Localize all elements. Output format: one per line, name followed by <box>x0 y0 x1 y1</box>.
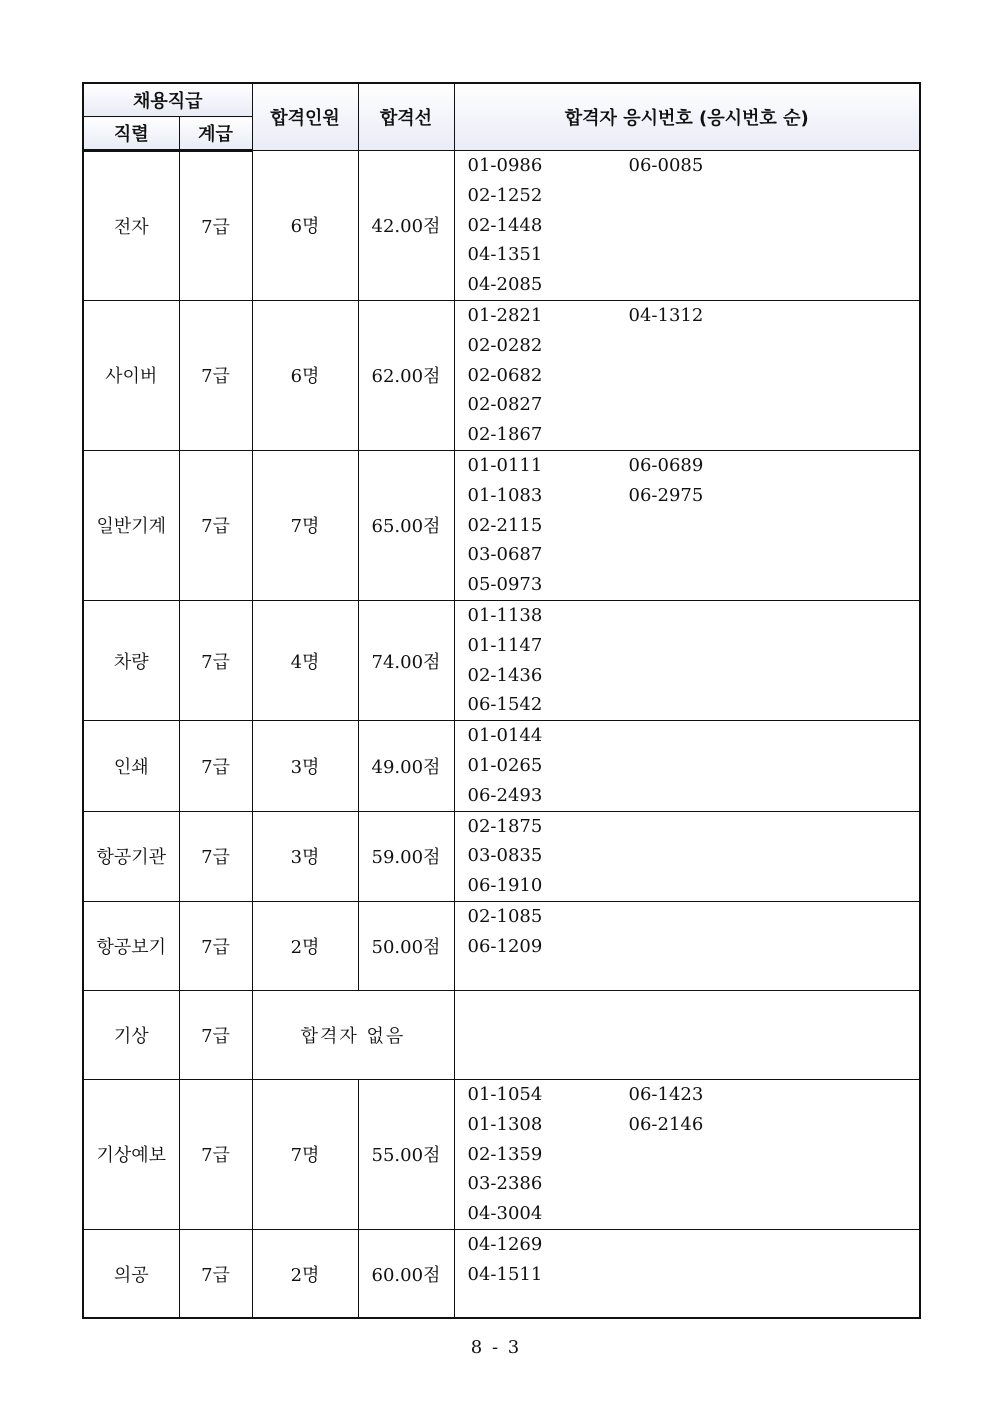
exam-number: 02-1448 <box>467 214 543 236</box>
exam-number-grid <box>468 151 920 300</box>
exam-number: 04-1269 <box>467 1233 543 1255</box>
grade-cell: 7급 <box>179 1079 252 1229</box>
grade-cell: 7급 <box>179 811 252 901</box>
exam-number-column <box>468 812 629 901</box>
exam-number-grid <box>468 902 920 962</box>
exam-numbers-cell <box>454 300 920 450</box>
series-cell: 사이버 <box>83 300 179 450</box>
exam-number: 01-0144 <box>467 725 543 747</box>
exam-number-grid <box>468 601 920 720</box>
table-row <box>83 1079 920 1229</box>
exam-number-column <box>468 451 629 600</box>
exam-number: 06-0689 <box>628 454 704 476</box>
exam-number-column <box>468 721 629 810</box>
exam-number: 01-2821 <box>467 304 543 326</box>
series-cell: 의공 <box>83 1229 179 1318</box>
grade-cell: 7급 <box>179 1229 252 1318</box>
exam-number: 04-1511 <box>467 1263 543 1285</box>
exam-number-column <box>629 1230 790 1290</box>
table-row <box>83 151 920 301</box>
series-cell: 항공기관 <box>83 811 179 901</box>
series-cell: 기상예보 <box>83 1079 179 1229</box>
exam-number: 02-1359 <box>467 1143 543 1165</box>
table-row <box>83 1229 920 1318</box>
exam-number-column <box>629 812 790 901</box>
exam-number: 01-1147 <box>467 634 543 656</box>
grade-cell: 7급 <box>179 901 252 990</box>
exam-number-column <box>468 601 629 720</box>
exam-number: 01-1138 <box>467 604 543 626</box>
exam-number: 06-2975 <box>628 484 704 506</box>
pass-count-cell: 3명 <box>252 811 358 901</box>
exam-number: 06-1209 <box>467 935 543 957</box>
exam-number: 04-3004 <box>467 1203 543 1225</box>
exam-numbers-cell <box>454 151 920 301</box>
header-recruit-grade: 채용직급 <box>83 83 252 117</box>
grade-cell: 7급 <box>179 721 252 811</box>
exam-number: 02-1875 <box>467 815 543 837</box>
exam-number: 02-0282 <box>467 334 543 356</box>
grade-cell: 7급 <box>179 600 252 720</box>
table-row <box>83 901 920 990</box>
exam-number-column <box>468 902 629 962</box>
exam-number-column <box>468 1230 629 1290</box>
exam-numbers-cell <box>454 811 920 901</box>
cutoff-cell: 49.00점 <box>358 721 454 811</box>
grade-cell: 7급 <box>179 151 252 301</box>
exam-number: 03-0835 <box>467 845 543 867</box>
exam-number: 06-1542 <box>467 694 543 716</box>
cutoff-cell: 59.00점 <box>358 811 454 901</box>
exam-numbers-cell <box>454 990 920 1079</box>
series-cell: 전자 <box>83 151 179 301</box>
exam-numbers-cell <box>454 1079 920 1229</box>
results-body <box>83 151 920 1319</box>
exam-number: 06-2493 <box>467 784 543 806</box>
cutoff-cell: 60.00점 <box>358 1229 454 1318</box>
results-sheet <box>82 82 919 1312</box>
exam-number-column <box>468 301 629 450</box>
header-grade: 계급 <box>179 117 252 151</box>
exam-number-column <box>629 451 790 600</box>
exam-number: 01-1054 <box>467 1083 543 1105</box>
table-row <box>83 721 920 811</box>
exam-number-grid <box>468 812 920 901</box>
exam-number: 04-1351 <box>467 244 543 266</box>
series-cell: 인쇄 <box>83 721 179 811</box>
exam-number: 02-1867 <box>467 424 543 446</box>
cutoff-cell: 55.00점 <box>358 1079 454 1229</box>
table-row <box>83 811 920 901</box>
exam-numbers-cell <box>454 600 920 720</box>
exam-number: 02-0682 <box>467 364 543 386</box>
exam-number: 02-1252 <box>467 184 543 206</box>
grade-cell: 7급 <box>179 300 252 450</box>
exam-number-column <box>468 151 629 300</box>
pass-count-cell: 3명 <box>252 721 358 811</box>
exam-number: 02-2115 <box>467 514 543 536</box>
pass-count-cell: 2명 <box>252 901 358 990</box>
exam-numbers-cell <box>454 721 920 811</box>
header-pass-count: 합격인원 <box>252 83 358 151</box>
no-passers-cell: 합격자 없음 <box>252 990 454 1079</box>
pass-count-cell: 7명 <box>252 450 358 600</box>
pass-count-cell: 2명 <box>252 1229 358 1318</box>
grade-cell: 7급 <box>179 990 252 1079</box>
exam-number: 06-2146 <box>628 1113 704 1135</box>
series-cell: 일반기계 <box>83 450 179 600</box>
exam-number-grid <box>468 1230 920 1290</box>
exam-number-grid <box>468 1080 920 1229</box>
table-row <box>83 450 920 600</box>
exam-numbers-cell <box>454 1229 920 1318</box>
exam-number: 01-0986 <box>467 155 543 176</box>
exam-number: 01-0111 <box>467 454 543 476</box>
table-row <box>83 600 920 720</box>
page-number: 8 - 3 <box>470 1337 522 1358</box>
exam-number: 05-0973 <box>467 574 543 596</box>
cutoff-cell: 50.00점 <box>358 901 454 990</box>
pass-count-cell: 4명 <box>252 600 358 720</box>
series-cell: 기상 <box>83 990 179 1079</box>
exam-number: 06-0085 <box>628 155 704 176</box>
pass-count-cell: 7명 <box>252 1079 358 1229</box>
exam-number-column <box>629 301 790 450</box>
cutoff-cell: 65.00점 <box>358 450 454 600</box>
table-row <box>83 300 920 450</box>
header-exam-numbers: 합격자 응시번호 (응시번호 순) <box>454 83 920 151</box>
exam-number: 01-1083 <box>467 484 543 506</box>
exam-number-column <box>629 151 790 300</box>
results-table <box>82 82 921 1319</box>
cutoff-cell: 42.00점 <box>358 151 454 301</box>
exam-number-grid <box>468 721 920 810</box>
exam-number: 02-1085 <box>467 905 543 927</box>
exam-number-column <box>629 1080 790 1229</box>
cutoff-cell: 62.00점 <box>358 300 454 450</box>
exam-number: 04-2085 <box>467 274 543 296</box>
cutoff-cell: 74.00점 <box>358 600 454 720</box>
exam-number: 02-1436 <box>467 664 543 686</box>
exam-number: 02-0827 <box>467 394 543 416</box>
grade-cell: 7급 <box>179 450 252 600</box>
table-row <box>83 990 920 1079</box>
pass-count-cell: 6명 <box>252 300 358 450</box>
exam-number: 01-1308 <box>467 1113 543 1135</box>
exam-number: 03-0687 <box>467 544 543 566</box>
exam-number-column <box>629 601 790 720</box>
exam-number-column <box>629 721 790 810</box>
header-series: 직렬 <box>83 117 179 151</box>
exam-numbers-cell <box>454 450 920 600</box>
series-cell: 항공보기 <box>83 901 179 990</box>
exam-number-column <box>468 1080 629 1229</box>
exam-number: 01-0265 <box>467 754 543 776</box>
exam-number-grid <box>468 451 920 600</box>
exam-number: 06-1910 <box>467 875 543 897</box>
exam-number: 04-1312 <box>628 304 704 326</box>
exam-number-grid <box>468 301 920 450</box>
header-cutoff: 합격선 <box>358 83 454 151</box>
series-cell: 차량 <box>83 600 179 720</box>
pass-count-cell: 6명 <box>252 151 358 301</box>
exam-number: 06-1423 <box>628 1083 704 1105</box>
exam-number-column <box>629 902 790 962</box>
exam-numbers-cell <box>454 901 920 990</box>
exam-number: 03-2386 <box>467 1173 543 1195</box>
